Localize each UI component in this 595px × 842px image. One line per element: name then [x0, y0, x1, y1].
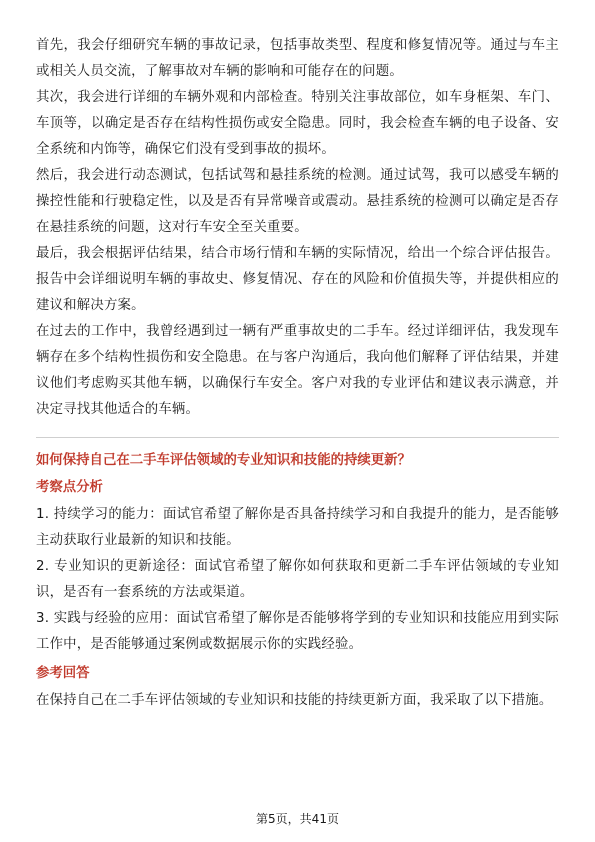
analysis-title: 考察点分析 — [36, 480, 103, 495]
section-divider — [36, 437, 559, 438]
answer-text: 在保持自己在二手车评估领域的专业知识和技能的持续更新方面，我采取了以下措施。 — [36, 693, 553, 708]
analysis-item-1: 1. 持续学习的能力：面试官希望了解你是否具备持续学习和自我提升的能力，是否能够主动获取行业最新的知识和技能。 — [36, 507, 559, 548]
intro-paragraph-2: 其次，我会进行详细的车辆外观和内部检查。特别关注事故部位，如车身框架、车门、车顶等，以确定是否存在结构性损伤或安全隐患。同时，我会检查车辆的电子设备、安全系统和内饰等，确保它们没有受到事故的损坏。 — [36, 90, 559, 157]
intro-paragraph-4: 最后，我会根据评估结果，结合市场行情和车辆的实际情况，给出一个综合评估报告。报告中会详细说明车辆的事故史、修复情况、存在的风险和价值损失等，并提供相应的建议和解决方案。 — [36, 246, 559, 313]
question-heading: 如何保持自己在二手车评估领域的专业知识和技能的持续更新？ — [36, 453, 411, 468]
page-number: 第5页，共41页 — [256, 812, 339, 826]
analysis-item-2: 2. 专业知识的更新途径：面试官希望了解你如何获取和更新二手车评估领域的专业知识，是否有一套系统的方法或渠道。 — [36, 559, 559, 600]
intro-paragraph-3: 然后，我会进行动态测试，包括试驾和悬挂系统的检测。通过试驾，我可以感受车辆的操控性能和行驶稳定性，以及是否有异常噪音或震动。悬挂系统的检测可以确定是否存在悬挂系统的问题，这对行车安全至关重要。 — [36, 168, 559, 235]
answer-title: 参考回答 — [36, 666, 90, 681]
intro-paragraph-1: 首先，我会仔细研究车辆的事故记录，包括事故类型、程度和修复情况等。通过与车主或相关人员交流，了解事故对车辆的影响和可能存在的问题。 — [36, 38, 559, 79]
page-content — [36, 33, 559, 714]
intro-paragraph-5: 在过去的工作中，我曾经遇到过一辆有严重事故史的二手车。经过详细评估，我发现车辆存在多个结构性损伤和安全隐患。在与客户沟通后，我向他们解释了评估结果，并建议他们考虑购买其他车辆，以确保行车安全。客户对我的专业评估和建议表示满意，并决定寻找其他适合的车辆。 — [36, 324, 559, 417]
analysis-item-3: 3. 实践与经验的应用：面试官希望了解你是否能够将学到的专业知识和技能应用到实际工作中，是否能够通过案例或数据展示你的实践经验。 — [36, 611, 559, 652]
